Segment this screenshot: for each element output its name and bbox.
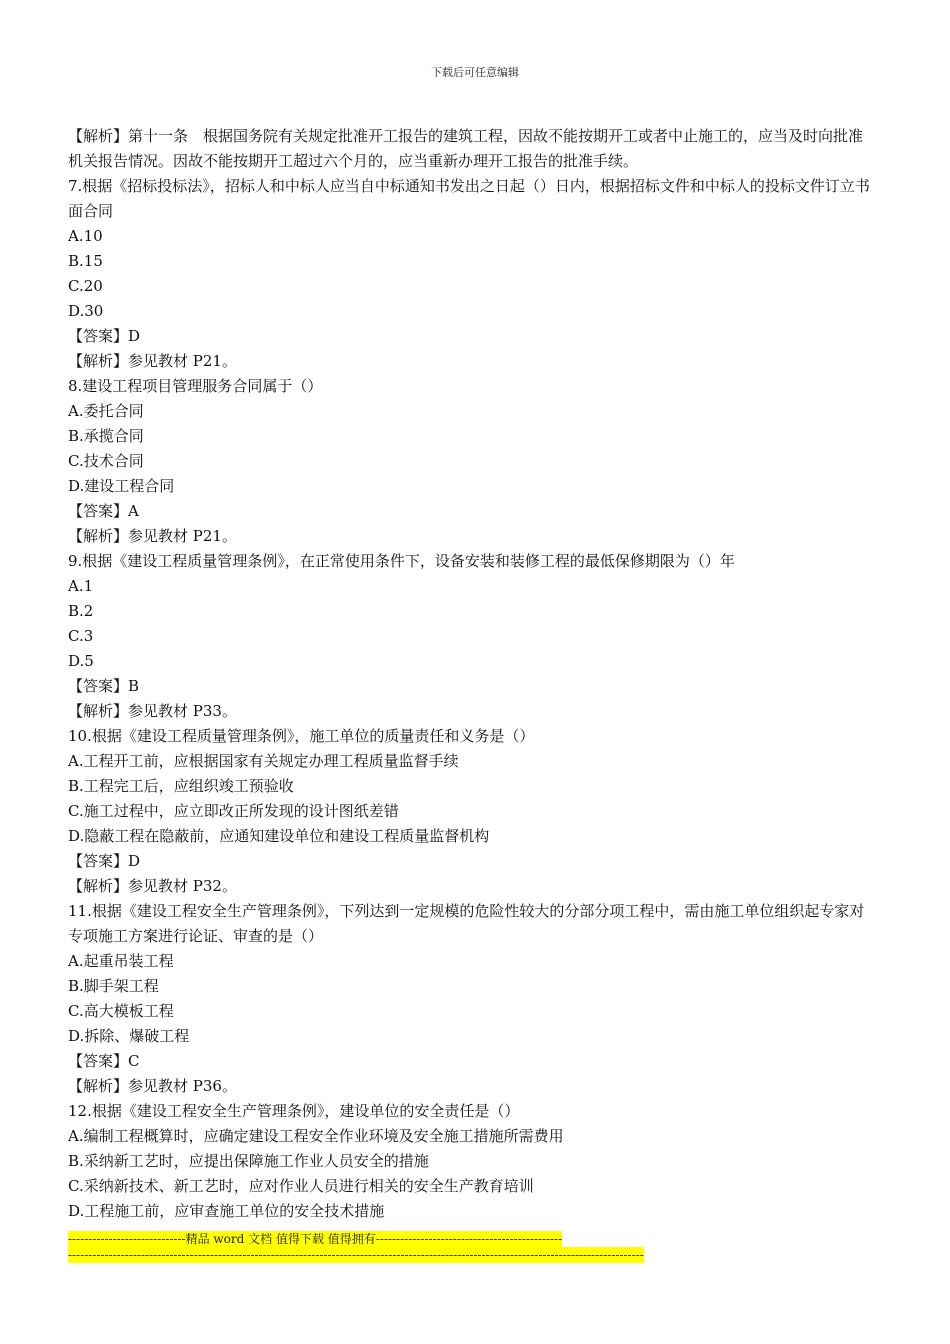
text-line: 【答案】D	[68, 852, 141, 870]
text-line: C.技术合同	[68, 452, 144, 470]
text-line: D.拆除、爆破工程	[68, 1027, 190, 1045]
text-line: B.工程完工后，应组织竣工预验收	[68, 777, 294, 795]
text-line: 7.根据《招标投标法》，招标人和中标人应当自中标通知书发出之日起（）日内，根据招标文件和中标人的投标文件订立书面合同	[68, 177, 870, 220]
text-line: 9.根据《建设工程质量管理条例》，在正常使用条件下，设备安装和装修工程的最低保修期限为（）年	[68, 552, 735, 570]
text-line: B.采纳新工艺时，应提出保障施工作业人员安全的措施	[68, 1152, 429, 1170]
text-line: C.施工过程中，应立即改正所发现的设计图纸差错	[68, 802, 399, 820]
footer-banner-line-1: -----------------------------精品 word 文档 值得下载 值得拥有----------------------------------------------	[68, 1232, 563, 1246]
text-line: 【解析】参见教材 P21。	[68, 527, 237, 545]
text-line: C.高大模板工程	[68, 1002, 174, 1020]
text-line: 【解析】第十一条 根据国务院有关规定批准开工报告的建筑工程，因故不能按期开工或者中止施工的，应当及时向批准机关报告情况。因故不能按期开工超过六个月的，应当重新办理开工报告的批准手续。	[68, 127, 864, 170]
text-line: 【解析】参见教材 P32。	[68, 877, 237, 895]
text-line: A.1	[68, 577, 94, 595]
document-body	[68, 124, 874, 1224]
text-line: 【答案】C	[68, 1052, 140, 1070]
text-line: B.2	[68, 602, 94, 620]
text-line: 12.根据《建设工程安全生产管理条例》，建设单位的安全责任是（）	[68, 1102, 520, 1120]
text-line: C.3	[68, 627, 94, 645]
text-line: D.隐蔽工程在隐蔽前，应通知建设单位和建设工程质量监督机构	[68, 827, 490, 845]
text-line: 【答案】B	[68, 677, 140, 695]
text-line: 【解析】参见教材 P36。	[68, 1077, 237, 1095]
text-line: 【解析】参见教材 P21。	[68, 352, 237, 370]
text-line: A.编制工程概算时，应确定建设工程安全作业环境及安全施工措施所需费用	[68, 1127, 564, 1145]
text-line: 【答案】D	[68, 327, 141, 345]
text-line: 11.根据《建设工程安全生产管理条例》，下列达到一定规模的危险性较大的分部分项工程中，需由施工单位组织起专家对专项施工方案进行论证、审查的是（）	[68, 902, 865, 945]
text-line: 10.根据《建设工程质量管理条例》，施工单位的质量责任和义务是（）	[68, 727, 535, 745]
footer-banner	[68, 1231, 644, 1263]
text-line: A.10	[68, 227, 103, 245]
text-line: A.工程开工前，应根据国家有关规定办理工程质量监督手续	[68, 752, 459, 770]
text-line: A.委托合同	[68, 402, 144, 420]
text-line: 8.建设工程项目管理服务合同属于（）	[68, 377, 323, 395]
page-header: 下载后可任意编辑	[431, 66, 519, 79]
text-line: D.5	[68, 652, 94, 670]
text-line: A.起重吊装工程	[68, 952, 174, 970]
text-line: B.15	[68, 252, 103, 270]
text-line: 【解析】参见教材 P33。	[68, 702, 237, 720]
text-line: D.工程施工前，应审查施工单位的安全技术措施	[68, 1202, 385, 1220]
footer-banner-line-2: ----------------------------------------------------------------------------------------------------------------------------------------------	[68, 1248, 644, 1262]
text-line: 【答案】A	[68, 502, 139, 520]
text-line: B.承揽合同	[68, 427, 144, 445]
text-line: C.20	[68, 277, 103, 295]
text-line: C.采纳新技术、新工艺时，应对作业人员进行相关的安全生产教育培训	[68, 1177, 534, 1195]
text-line: B.脚手架工程	[68, 977, 159, 995]
text-line: D.建设工程合同	[68, 477, 175, 495]
text-line: D.30	[68, 302, 104, 320]
